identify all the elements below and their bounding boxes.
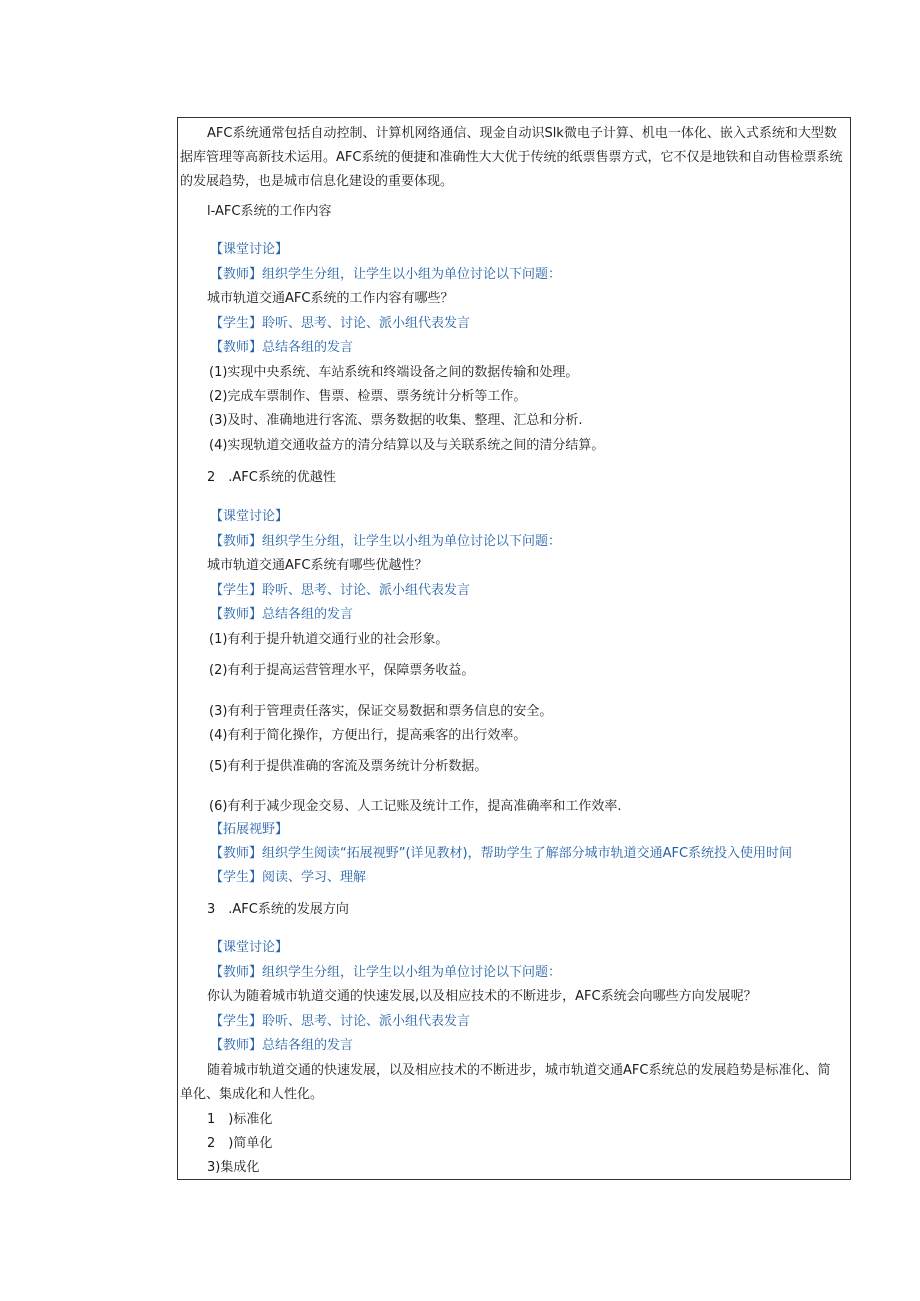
section2-heading: 2 .AFC系统的优越性 (207, 470, 336, 485)
section1-teacher-summary: 【教师】总结各组的发言 (210, 340, 354, 355)
section3-item-2: 2 )简单化 (207, 1136, 273, 1151)
section2-teacher-expand: 【教师】组织学生阅读“拓展视野”(详见教材)，帮助学生了解部分城市轨道交通AFC系统投入使用时间 (210, 846, 793, 861)
section2-teacher-summary: 【教师】总结各组的发言 (210, 607, 354, 622)
section2-item-5: (5)有利于提供准确的客流及票务统计分析数据。 (209, 759, 488, 774)
section3-item-1: 1 )标准化 (207, 1112, 273, 1127)
section3-question: 你认为随着城市轨道交通的快速发展,以及相应技术的不断进步，AFC系统会向哪些方向发展呢？ (207, 989, 757, 1004)
section2-item-2: (2)有利于提高运营管理水平，保障票务收益。 (209, 663, 475, 678)
section2-item-6: (6)有利于减少现金交易、人工记账及统计工作，提高准确率和工作效率. (209, 799, 622, 814)
section2-tag-expand: 【拓展视野】 (210, 822, 289, 837)
intro-line-2: 据库管理等高新技术运用。AFC系统的便捷和准确性大大优于传统的纸票售票方式，它不仅是地铁和自动售检票系统 (180, 150, 843, 165)
section1-tag-discussion: 【课堂讨论】 (210, 242, 289, 257)
section1-heading: l-AFC系统的工作内容 (207, 204, 332, 219)
intro-line-3: 的发展趋势，也是城市信息化建设的重要体现。 (180, 174, 454, 189)
section2-student: 【学生】聆听、思考、讨论、派小组代表发言 (210, 583, 471, 598)
section3-teacher-task: 【教师】组织学生分组，让学生以小组为单位讨论以下问题： (210, 965, 562, 980)
section1-student: 【学生】聆听、思考、讨论、派小组代表发言 (210, 316, 471, 331)
section2-question: 城市轨道交通AFC系统有哪些优越性？ (207, 558, 428, 573)
section3-summary-line-2: 单化、集成化和人性化。 (180, 1087, 324, 1102)
section1-item-1: (1)实现中央系统、车站系统和终端设备之间的数据传输和处理。 (209, 365, 579, 380)
section1-item-4: (4)实现轨道交通收益方的清分结算以及与关联系统之间的清分结算。 (209, 438, 605, 453)
section1-teacher-task: 【教师】组织学生分组，让学生以小组为单位讨论以下问题： (210, 267, 562, 282)
section2-item-3: (3)有利于管理责任落实，保证交易数据和票务信息的安全。 (209, 704, 553, 719)
section2-student-expand: 【学生】阅读、学习、理解 (210, 870, 367, 885)
section3-tag-discussion: 【课堂讨论】 (210, 940, 289, 955)
section2-tag-discussion: 【课堂讨论】 (210, 509, 289, 524)
section1-item-2: (2)完成车票制作、售票、检票、票务统计分析等工作。 (209, 389, 527, 404)
section3-summary-line-1: 随着城市轨道交通的快速发展，以及相应技术的不断进步，城市轨道交通AFC系统总的发展趋势是标准化、简 (207, 1063, 831, 1078)
section3-heading: 3 .AFC系统的发展方向 (207, 902, 349, 917)
intro-line-1: AFC系统通常包括自动控制、计算机网络通信、现金自动识Slk微电子计算、机电一体化、嵌入式系统和大型数 (207, 126, 837, 141)
section2-item-1: (1)有利于提升轨道交通行业的社会形象。 (209, 632, 449, 647)
section2-teacher-task: 【教师】组织学生分组，让学生以小组为单位讨论以下问题： (210, 534, 562, 549)
section1-question: 城市轨道交通AFC系统的工作内容有哪些？ (207, 291, 454, 306)
section3-student: 【学生】聆听、思考、讨论、派小组代表发言 (210, 1014, 471, 1029)
section3-teacher-summary: 【教师】总结各组的发言 (210, 1038, 354, 1053)
section3-item-3: 3)集成化 (207, 1160, 260, 1175)
section1-item-3: (3)及时、准确地进行客流、票务数据的收集、整理、汇总和分析. (209, 413, 583, 428)
section2-item-4: (4)有利于简化操作，方便出行，提高乘客的出行效率。 (209, 728, 527, 743)
